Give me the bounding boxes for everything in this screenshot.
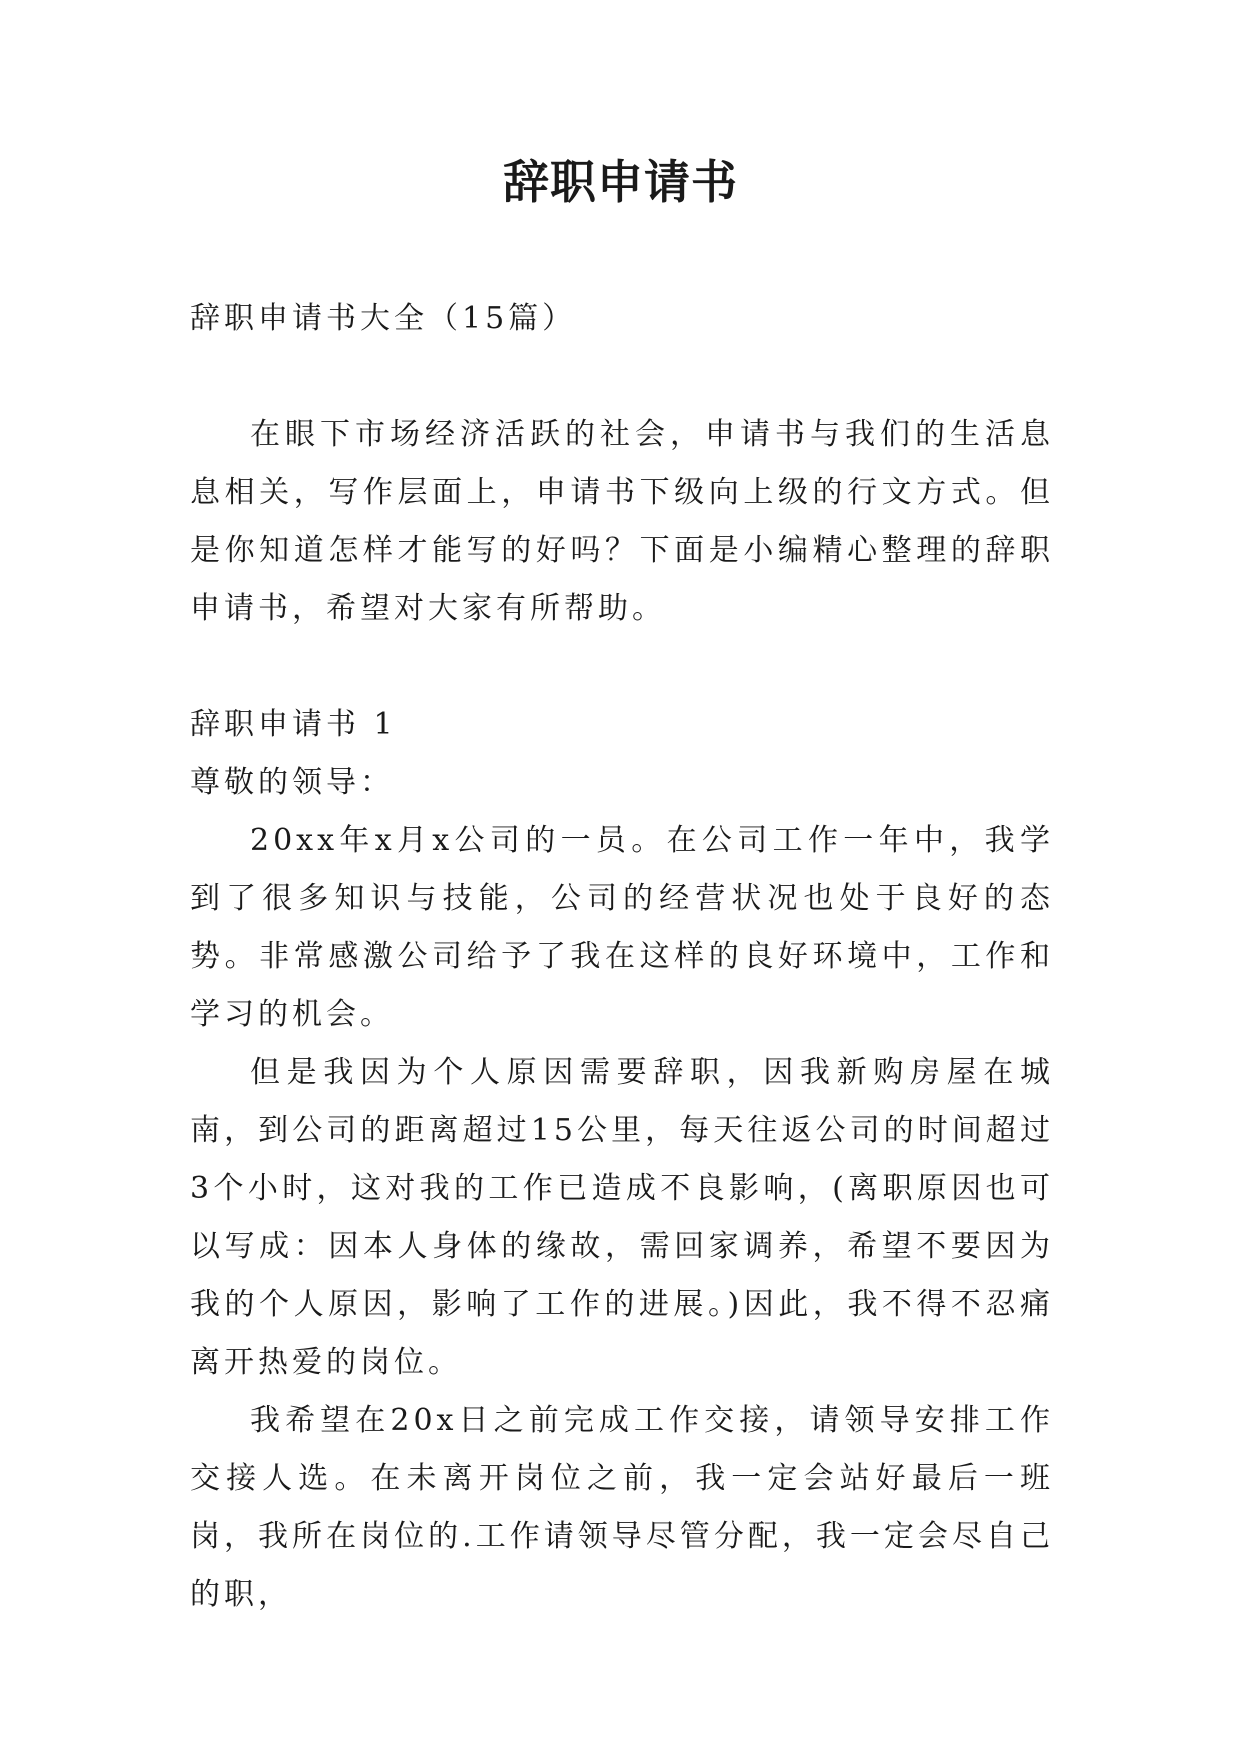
body-paragraph-2: 但是我因为个人原因需要辞职，因我新购房屋在城南，到公司的距离超过15公里，每天往返公司的时间超过3个小时，这对我的工作已造成不良影响，(离职原因也可以写成：因本人身体的缘故，需回家调养，希望不要因为我的个人原因，影响了工作的进展。)因此，我不得不忍痛离开热爱的岗位。 (190, 1055, 1054, 1380)
document-body (190, 290, 1054, 1624)
body-paragraph-1: 20xx年x月x公司的一员。在公司工作一年中，我学到了很多知识与技能，公司的经营状况也处于良好的态势。非常感激公司给予了我在这样的良好环境中，工作和学习的机会。 (190, 823, 1054, 1032)
document-subtitle: 辞职申请书大全（15篇） (190, 301, 577, 336)
body-paragraph-3: 我希望在20x日之前完成工作交接，请领导安排工作交接人选。在未离开岗位之前，我一定会站好最后一班岗，我所在岗位的.工作请领导尽管分配，我一定会尽自己的职， (190, 1403, 1054, 1612)
intro-paragraph: 在眼下市场经济活跃的社会，申请书与我们的生活息息相关，写作层面上，申请书下级向上级的行文方式。但是你知道怎样才能写的好吗？下面是小编精心整理的辞职申请书，希望对大家有所帮助。 (190, 417, 1054, 626)
section-heading: 辞职申请书 1 (190, 707, 397, 742)
document-title: 辞职申请书 (503, 155, 738, 209)
salutation: 尊敬的领导： (190, 765, 394, 800)
